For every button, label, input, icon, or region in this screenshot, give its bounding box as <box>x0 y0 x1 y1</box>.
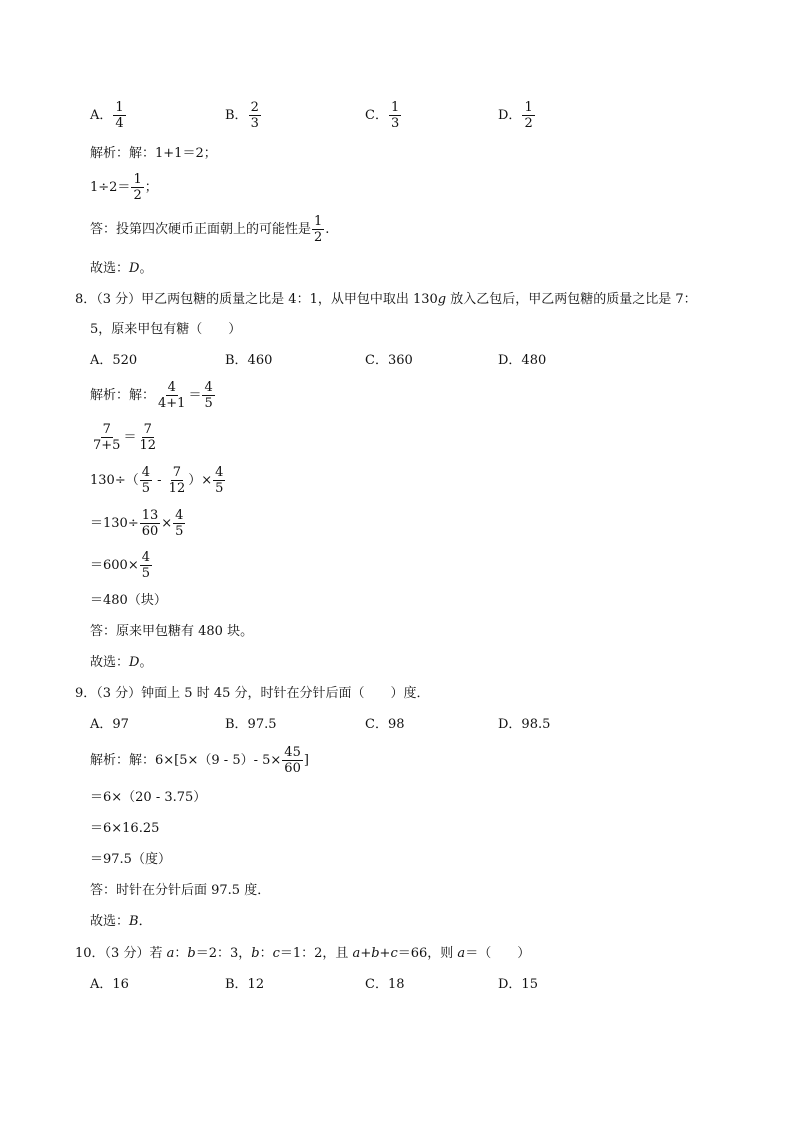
q8-option-b: B．460 <box>225 353 273 368</box>
q7-option-b: B． $\frac{2}{3}$ <box>225 100 259 131</box>
q9-analysis-line3: ＝6×16.25 <box>90 821 160 836</box>
q8-option-d: D．480 <box>498 353 547 368</box>
q8-analysis-line2: $\frac{7}{7+5}$ ＝ $\frac{7}{12}$ <box>93 422 156 453</box>
fraction: $\frac{7}{12}$ <box>168 465 186 496</box>
fraction: $\frac{1}{3}$ <box>390 100 400 131</box>
q7-answer: 答：投第四次硬币正面朝上的可能性是 $\frac{1}{2}$ . <box>90 214 330 245</box>
fraction: $\frac{4}{5}$ <box>141 550 150 581</box>
q9-answer: 答：时针在分针后面 97.5 度． <box>90 883 271 898</box>
fraction: $\frac{4}{5}$ <box>141 465 150 496</box>
q8-analysis-line3: 130÷（ $\frac{4}{5}$ - $\frac{7}{12}$ ）× $\frac{4}{5}$ <box>90 465 224 496</box>
q9-stem: 9．（3 分）钟面上 5 时 45 分，时针在分针后面（ ）度． <box>75 686 430 701</box>
q9-analysis-line1: 解析：解：6×[5×（9 - 5）- 5× $\frac{45}{60}$ ] <box>90 745 309 776</box>
q8-answer: 答：原来甲包糖有 480 块。 <box>90 624 254 639</box>
q7-step2: 1÷2＝ $\frac{1}{2}$ ； <box>90 172 158 203</box>
q9-analysis-line2: ＝6×（20 - 3.75） <box>90 790 207 805</box>
q9-choice: 故选：B． <box>90 914 152 929</box>
q7-option-d: D． $\frac{1}{2}$ <box>498 100 533 131</box>
fraction: $\frac{4}{5}$ <box>204 380 213 411</box>
fraction: $\frac{2}{3}$ <box>250 100 259 131</box>
q9-option-b: B．97.5 <box>225 717 277 732</box>
q10-option-a: A．16 <box>90 977 129 992</box>
q9-option-c: C．98 <box>365 717 405 732</box>
fraction: $\frac{4}{5}$ <box>215 465 224 496</box>
q7-option-a: A． $\frac{1}{4}$ <box>90 100 124 131</box>
q8-stem-line1: 8．（3 分）甲乙两包糖的质量之比是 4：1，从甲包中取出 130g 放入乙包后，甲乙两包糖的质量之比是 7： <box>75 292 697 307</box>
q8-analysis-line1: 解析：解： $\frac{4}{4+1}$ ＝ $\frac{4}{5}$ <box>90 380 213 411</box>
fraction: $\frac{7}{12}$ <box>139 422 156 453</box>
fraction: $\frac{4}{4+1}$ <box>158 380 186 411</box>
q7-choice: 故选：D。 <box>90 261 153 276</box>
q9-option-d: D．98.5 <box>498 717 551 732</box>
q8-option-a: A．520 <box>90 353 138 368</box>
fraction: $\frac{7}{7+5}$ <box>93 422 121 453</box>
fraction: $\frac{1}{2}$ <box>314 214 323 245</box>
q10-stem: 10．（3 分）若 a：b＝2：3，b：c＝1：2，且 a+b+c＝66，则 a＝（ ） <box>75 946 531 961</box>
q9-analysis-line4: ＝97.5（度） <box>90 852 171 867</box>
q8-choice: 故选：D。 <box>90 655 153 670</box>
q8-analysis-line4: ＝130÷ $\frac{13}{60}$ × $\frac{4}{5}$ <box>90 508 184 539</box>
fraction: $\frac{45}{60}$ <box>284 745 301 776</box>
fraction: $\frac{1}{2}$ <box>524 100 533 131</box>
q7-option-c: C． $\frac{1}{3}$ <box>365 100 400 131</box>
q8-option-c: C．360 <box>365 353 413 368</box>
q8-stem-line2: 5，原来甲包有糖（ ） <box>90 322 242 337</box>
q9-option-a: A．97 <box>90 717 129 732</box>
q10-option-c: C．18 <box>365 977 405 992</box>
fraction: $\frac{1}{4}$ <box>115 100 124 131</box>
q7-analysis-line: 解析：解：1+1＝2； <box>90 146 217 161</box>
q8-analysis-line6: ＝480（块） <box>90 593 167 608</box>
q10-option-d: D．15 <box>498 977 538 992</box>
fraction: $\frac{1}{2}$ <box>133 172 142 203</box>
fraction: $\frac{4}{5}$ <box>175 508 184 539</box>
q8-analysis-line5: ＝600× $\frac{4}{5}$ <box>90 550 150 581</box>
q10-option-b: B．12 <box>225 977 265 992</box>
fraction: $\frac{13}{60}$ <box>141 508 159 539</box>
